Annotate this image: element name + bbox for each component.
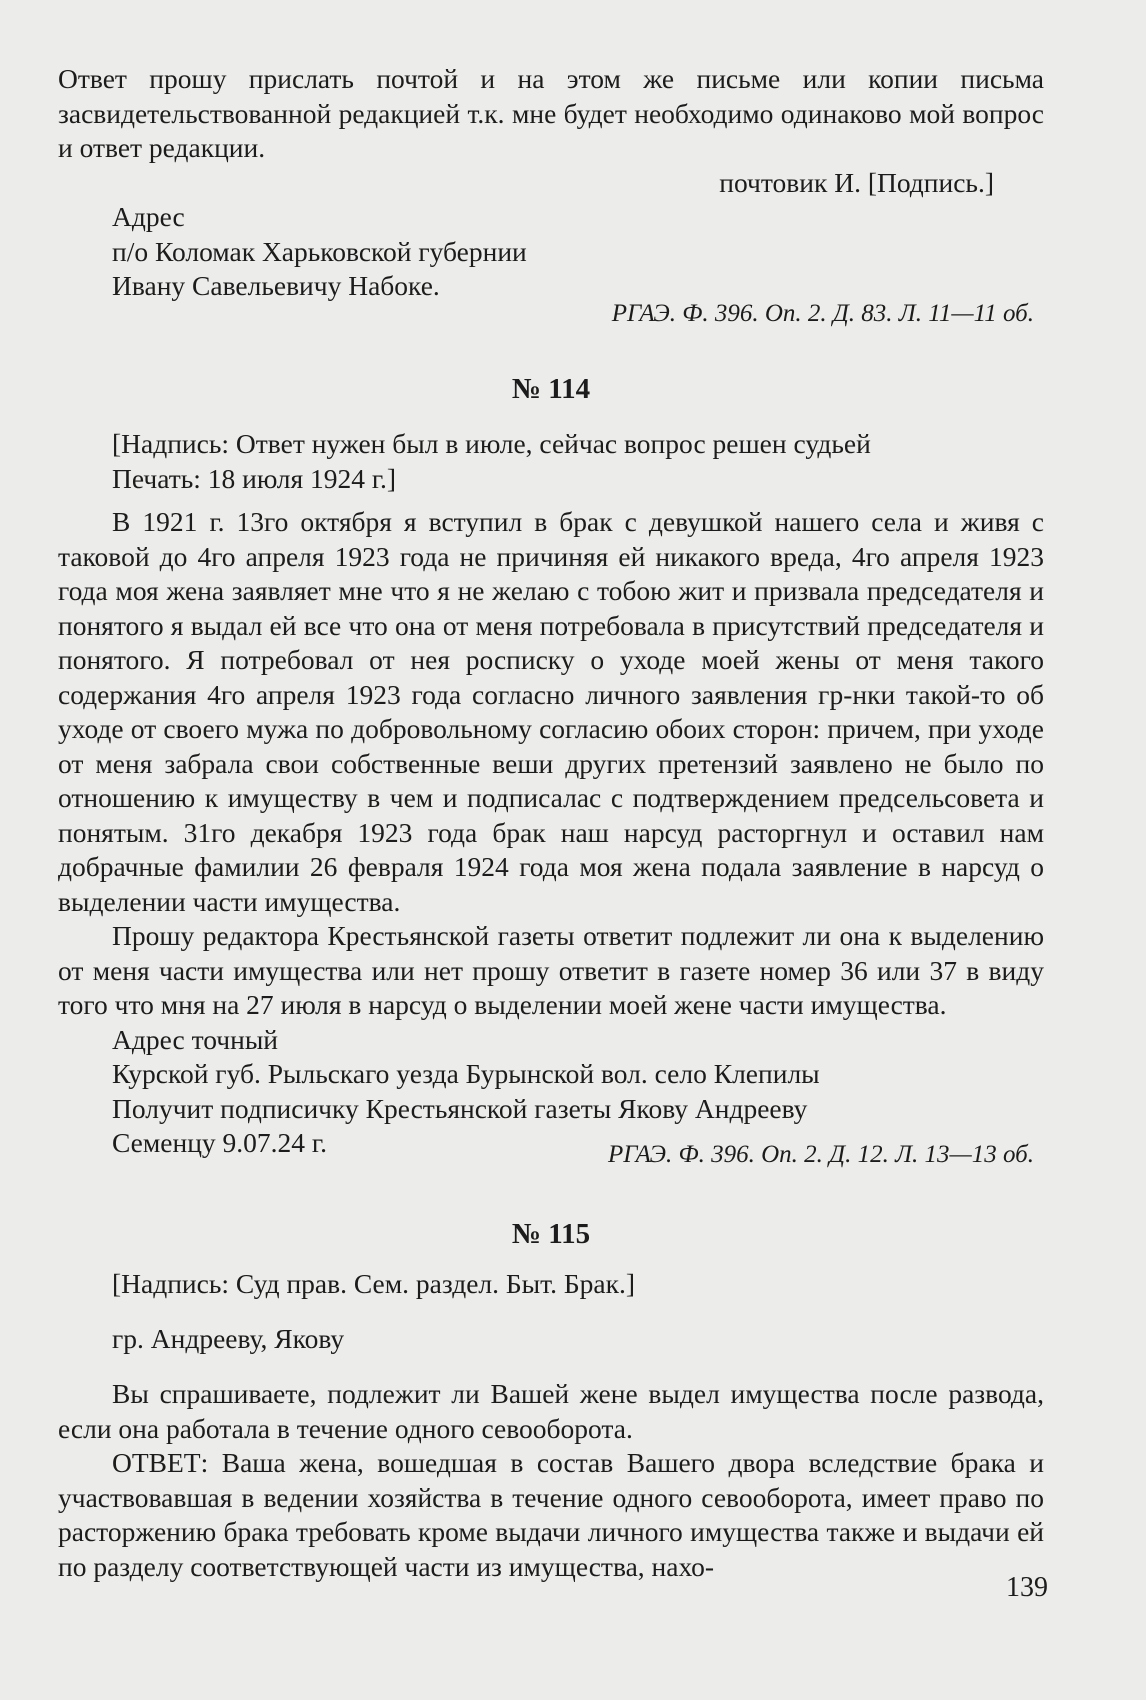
page-number: 139	[1006, 1572, 1048, 1603]
doc115-paragraph-1: Вы спрашиваете, подлежит ли Вашей жене выдел имущества после развода, если она работала в течение одного севооборота.	[58, 1378, 1044, 1444]
doc114-address-line: Курской губ. Рыльскаго уезда Бурынской вол. село Клепилы	[112, 1058, 820, 1089]
doc114-address-line: Получит подписичку Крестьянской газеты Якову Андрееву	[112, 1092, 808, 1124]
doc114-body	[58, 505, 1044, 1161]
doc113-address-line: Адрес	[112, 201, 185, 232]
doc114-paragraph-1: В 1921 г. 13го октября я вступил в брак с девушкой нашего села и живя с таковой до 4го апреля 1923 года не причиняя ей никакого вреда, 4го апреля 1923 года моя жена заявляет мне что я не желаю с тобою жит и призвала председателя и понятого я выдал ей все что она от меня потребовала в присутствий председателя и понятого. Я потребовал от нея росписку о уходе моей жены от меня такого содержания 4го апреля 1923 года согласно личного заявления гр-нки такой-то об уходе от своего мужа по добровольному согласию обоих сторон: причем, при уходе от меня забрала свои собственные веши других претензий заявлено не было по отношению к имуществу в чем и подписалас с подтверждением предсельсовета и понятым. 31го декабря 1923 года брак наш нарсуд расторгнул и оставил нам добрачные фамилии 26 февраля 1924 года моя жена подала заявление в нарсуд о выделении части имущества.	[58, 506, 1044, 917]
doc114-note-line: [Надпись: Ответ нужен был в июле, сейчас вопрос решен судьей	[112, 428, 871, 459]
doc115-number: № 115	[511, 1218, 591, 1250]
doc115-addressee: гр. Андрееву, Якову	[112, 1323, 345, 1354]
doc115-note: [Надпись: Суд прав. Сем. раздел. Быт. Брак.]	[112, 1268, 635, 1299]
doc114-address-line: Семенцу 9.07.24 г.	[112, 1127, 327, 1158]
doc113-address-line: Ивану Савельевичу Набоке.	[112, 270, 440, 301]
doc115-paragraph-2: ОТВЕТ: Ваша жена, вошедшая в состав Вашего двора вследствие брака и участвовавшая в ведении хозяйства в течение одного севооборота, имеет право по расторжению брака требовать кроме выдачи личного имущества также и выдачи ей по разделу соответствующей части из имущества, нахо-	[58, 1447, 1044, 1582]
doc113-source: РГАЭ. Ф. 396. Оп. 2. Д. 83. Л. 11—11 об.	[611, 300, 1034, 327]
doc114-address-line: Адрес точный	[112, 1023, 279, 1055]
doc114-paragraph-2: Прошу редактора Крестьянской газеты ответит подлежит ли она к выделению от меня части имущества или нет прошу ответит в газете номер 36 или 37 в виду того что мня на 27 июля в нарсуд о выделении моей жене части имущества.	[58, 920, 1044, 1020]
doc115-body	[58, 1377, 1044, 1584]
doc113-signature: почтовик И. [Подпись.]	[719, 166, 994, 198]
doc114-source: РГАЭ. Ф. 396. Оп. 2. Д. 12. Л. 13—13 об.	[608, 1141, 1034, 1168]
doc113-address-line: п/о Коломак Харьковской губернии	[112, 235, 527, 267]
doc113-end	[58, 62, 1044, 304]
doc115-note-wrap	[58, 1267, 1044, 1302]
doc114-notes	[58, 427, 1044, 496]
doc113-paragraph: Ответ прошу прислать почтой и на этом же письме или копии письма засвидетельствованной редакцией т.к. мне будет необходимо одинаково мой вопрос и ответ редакции.	[58, 63, 1044, 163]
doc115-addressee-wrap	[58, 1322, 1044, 1357]
doc114-number: № 114	[511, 373, 591, 405]
doc114-note-line: Печать: 18 июля 1924 г.]	[112, 462, 397, 494]
